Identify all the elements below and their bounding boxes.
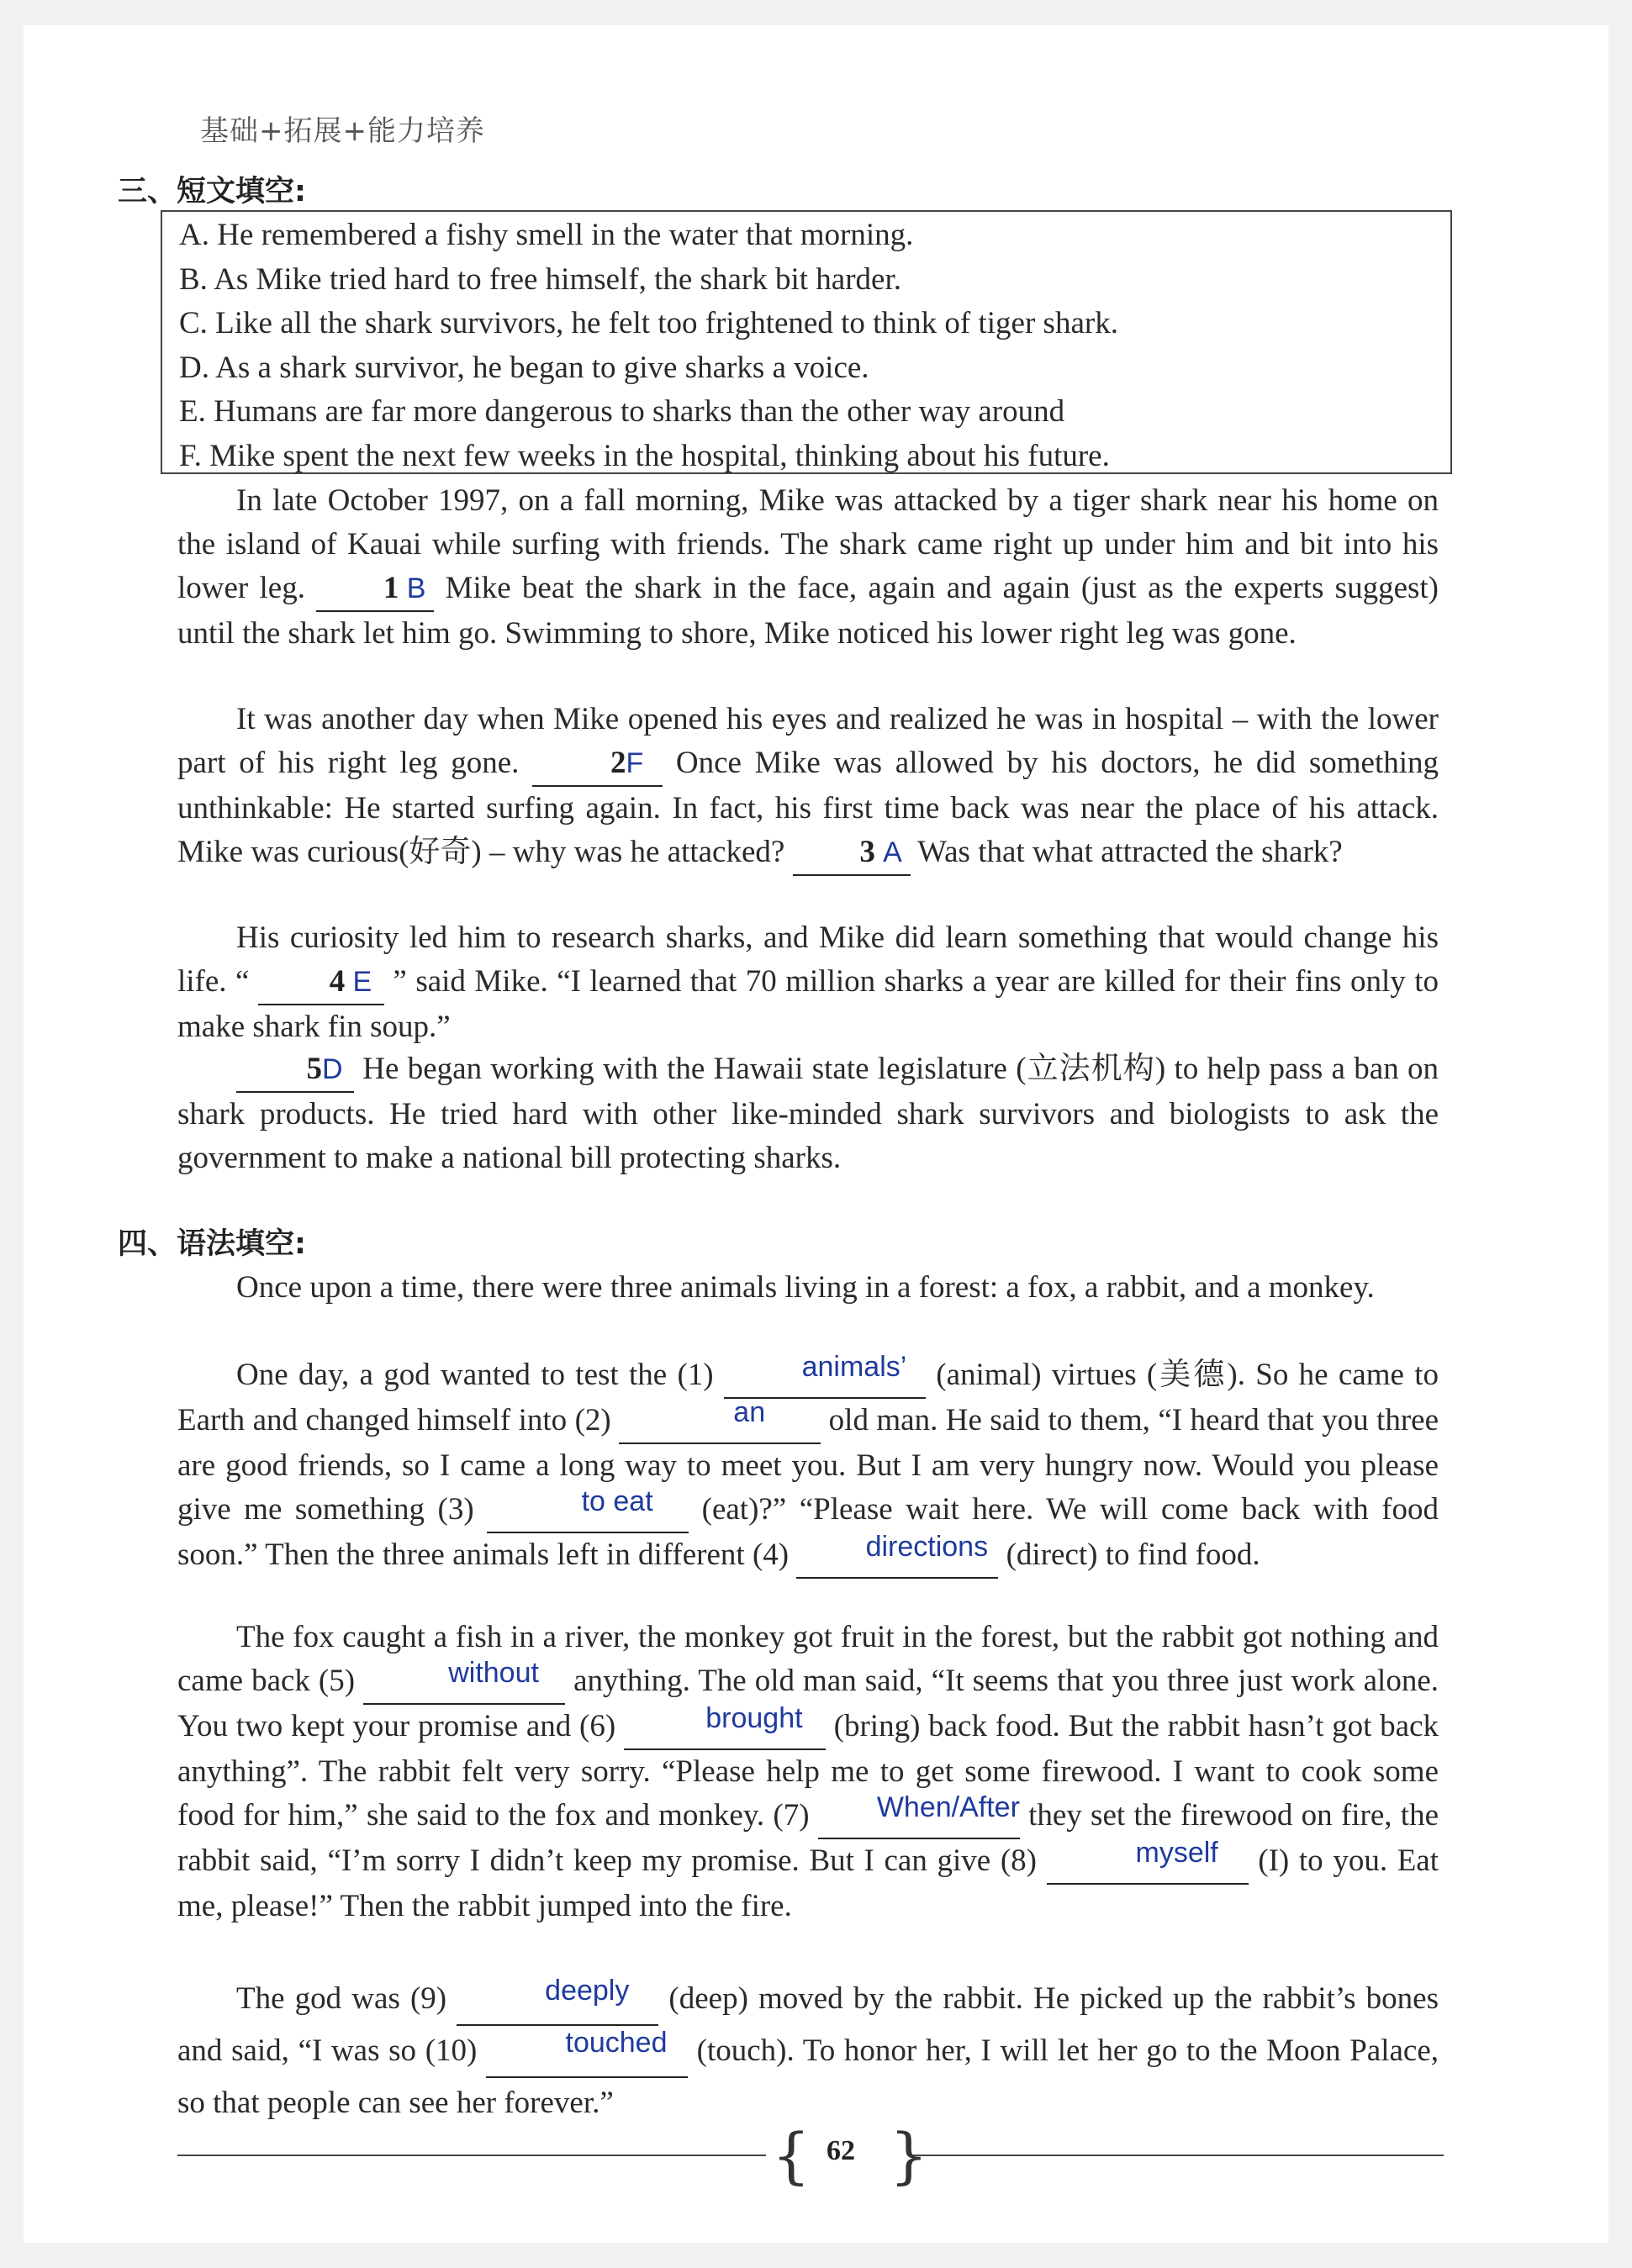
passage-paragraph-4 <box>177 1047 1439 1180</box>
text: It was another day when Mike opened his eyes and realized he was in hospital – with the lower part of his right leg gone. <box>177 702 1439 780</box>
blank-8[interactable] <box>1047 1839 1249 1885</box>
text: (bring) back food. But the rabbit hasn’t got back anything”. The rabbit felt very sorry. “Please help me to get some firewood. I want to cook some food for him,” she said to the fox and monkey. (7) <box>177 1709 1439 1833</box>
option-b: B. As Mike tried hard to free himself, the shark bit harder. <box>179 261 902 297</box>
text: they set the firewood on fire, the rabbit said, “I’m sorry I didn’t keep my promise. But I can give (8) <box>177 1798 1439 1878</box>
option-c: C. Like all the shark survivors, he felt too frightened to think of tiger shark. <box>179 306 1118 340</box>
text: (direct) to find food. <box>998 1537 1260 1572</box>
text: The god was (9) <box>236 1981 457 2016</box>
gap-answer: E <box>352 966 372 998</box>
blank-answer: deeply <box>545 1975 630 2007</box>
blank-4[interactable] <box>796 1533 998 1579</box>
blank-2[interactable] <box>619 1396 821 1444</box>
gap-number: 5 <box>306 1052 322 1086</box>
page-number: 62 <box>827 2135 855 2166</box>
grammar-paragraph-3 <box>177 1616 1439 1928</box>
option-a: A. He remembered a fishy smell in the water that morning. <box>179 218 914 252</box>
section4-title: 四、语法填空: <box>118 1227 306 1261</box>
text: One day, a god wanted to test the (1) <box>236 1358 724 1392</box>
blank-answer: without <box>448 1657 539 1689</box>
blank-1[interactable] <box>724 1353 926 1399</box>
gap-1[interactable] <box>316 567 434 612</box>
text: (animal) virtues (美德). So he came to Earth and changed himself into (2) <box>177 1358 1439 1437</box>
passage-paragraph-2 <box>177 698 1439 876</box>
section3-title: 三、短文填空: <box>118 175 306 208</box>
gap-3[interactable] <box>793 831 911 876</box>
gap-number: 3 <box>859 835 875 869</box>
blank-9[interactable] <box>457 1974 658 2026</box>
text: Was that what attracted the shark? <box>910 835 1343 869</box>
text: (I) to you. Eat me, please!” Then the rabbit jumped into the fire. <box>177 1843 1439 1923</box>
text: Once upon a time, there were three animals living in a forest: a fox, a rabbit, and a monkey. <box>236 1270 1375 1305</box>
text: old man. He said to them, “I heard that you three are good friends, so I came a long way to meet you. But I am very hungry now. Would you please give me something (3) <box>177 1403 1439 1527</box>
gap-4[interactable] <box>258 960 384 1005</box>
gap-number: 4 <box>329 964 346 999</box>
footer-rule-left <box>177 2155 766 2156</box>
text: (touch). To honor her, I will let her go to the Moon Palace, so that people can see her forever.” <box>177 2033 1439 2120</box>
option-d: D. As a shark survivor, he began to give sharks a voice. <box>179 350 869 385</box>
book-series-header: 基础+拓展+能力培养 <box>200 114 485 148</box>
options-box <box>161 210 1452 474</box>
blank-answer: When/After <box>876 1791 1020 1823</box>
blank-10[interactable] <box>486 2026 688 2078</box>
gap-5[interactable] <box>236 1047 354 1093</box>
text: (deep) moved by the rabbit. He picked up the rabbit’s bones and said, “I was so (10) <box>177 1981 1439 2068</box>
gap-2[interactable] <box>532 741 663 787</box>
passage-paragraph-1 <box>177 479 1439 656</box>
blank-answer: to eat <box>581 1485 653 1517</box>
blank-answer: animals’ <box>801 1351 907 1383</box>
gap-number: 2 <box>610 746 626 780</box>
option-e: E. Humans are far more dangerous to sharks than the other way around <box>179 394 1065 429</box>
text: He began working with the Hawaii state legislature (立法机构) to help pass a ban on shark products. He tried hard with other like-minded shark survivors and biologists to ask the government to make a national bill protecting sharks. <box>177 1052 1439 1175</box>
grammar-paragraph-1 <box>177 1266 1439 1310</box>
text: His curiosity led him to research sharks, and Mike did learn something that would change his life. “ <box>177 920 1439 999</box>
gap-number: 1 <box>383 571 399 605</box>
blank-5[interactable] <box>363 1659 565 1705</box>
gap-answer: D <box>321 1053 343 1085</box>
footer-rule-right <box>912 2155 1444 2156</box>
right-brace-icon: } <box>890 2120 928 2191</box>
gap-answer: B <box>406 572 426 604</box>
option-f: F. Mike spent the next few weeks in the hospital, thinking about his future. <box>179 438 1110 473</box>
blank-answer: directions <box>865 1531 989 1563</box>
blank-answer: myself <box>1135 1837 1218 1869</box>
text: ” said Mike. “I learned that 70 million sharks a year are killed for their fins only to make shark fin soup.” <box>177 964 1439 1044</box>
gap-answer: F <box>626 747 644 779</box>
text: In late October 1997, on a fall morning, Mike was attacked by a tiger shark near his home on the island of Kauai while surfing with friends. The shark came right up under him and bit into his lower leg. <box>177 483 1439 605</box>
blank-answer: touched <box>565 2027 668 2059</box>
text: The fox caught a fish in a river, the monkey got fruit in the forest, but the rabbit got nothing and came back (5) <box>177 1620 1439 1698</box>
gap-answer: A <box>883 836 902 868</box>
grammar-paragraph-4 <box>177 1974 1439 2128</box>
grammar-paragraph-2 <box>177 1353 1439 1579</box>
text: (eat)?” “Please wait here. We will come back with food soon.” Then the three animals left in different (4) <box>177 1492 1439 1572</box>
blank-6[interactable] <box>624 1702 826 1750</box>
text: Mike beat the shark in the face, again and again (just as the experts suggest) until the shark let him go. Swimming to shore, Mike noticed his lower right leg was gone. <box>177 571 1439 651</box>
passage-paragraph-3 <box>177 916 1439 1049</box>
blank-answer: an <box>733 1396 766 1428</box>
text: Once Mike was allowed by his doctors, he did something unthinkable: He started surfing again. In fact, his first time back was near the place of his attack. Mike was curious(好奇) – why was he attacked? <box>177 746 1439 869</box>
blank-3[interactable] <box>487 1485 689 1533</box>
text: anything. The old man said, “It seems that you three just work alone. You two kept your promise and (6) <box>177 1664 1439 1743</box>
left-brace-icon: { <box>772 2120 811 2191</box>
blank-answer: brought <box>705 1702 803 1734</box>
blank-7[interactable] <box>818 1791 1020 1839</box>
